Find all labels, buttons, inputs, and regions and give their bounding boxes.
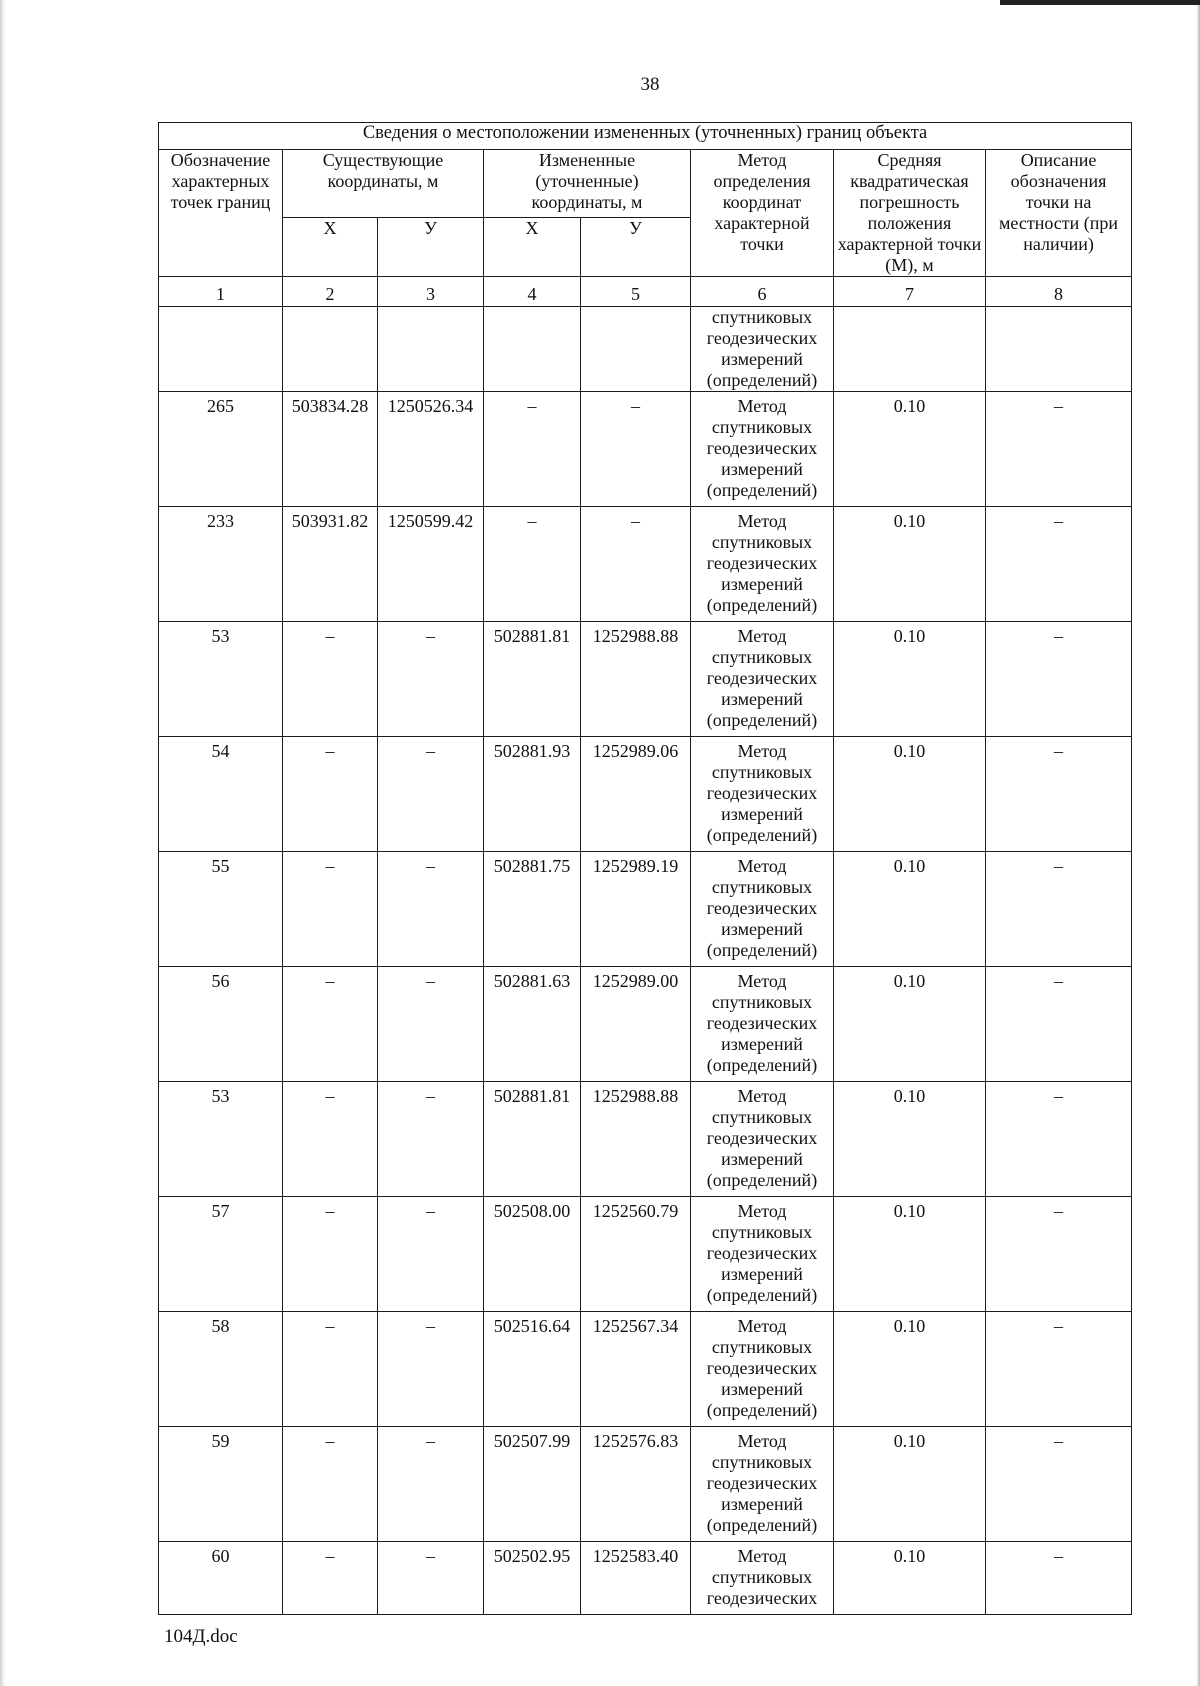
changed-y-cell: – <box>581 392 691 507</box>
existing-y-cell: 1250526.34 <box>378 392 484 507</box>
empty-cell <box>484 307 581 392</box>
column-number: 6 <box>691 277 834 307</box>
existing-y-cell: – <box>378 1427 484 1542</box>
continuation-method: спутниковых геодезических измерений (определений) <box>691 307 834 392</box>
changed-x-cell: 502507.99 <box>484 1427 581 1542</box>
point-designation-cell: 57 <box>159 1197 283 1312</box>
point-description-cell: – <box>986 392 1132 507</box>
header-point-designation: Обозначение характерных точек границ <box>159 150 283 277</box>
column-number: 5 <box>581 277 691 307</box>
existing-y-cell: – <box>378 1542 484 1615</box>
point-designation-cell: 59 <box>159 1427 283 1542</box>
scan-edge-left <box>0 0 6 1686</box>
table-row <box>159 852 1132 967</box>
point-description-cell: – <box>986 622 1132 737</box>
column-number: 3 <box>378 277 484 307</box>
point-designation-cell: 54 <box>159 737 283 852</box>
existing-x-cell: – <box>283 737 378 852</box>
point-description-cell: – <box>986 967 1132 1082</box>
point-designation-cell: 233 <box>159 507 283 622</box>
header-existing-x: X <box>283 218 378 277</box>
point-description-cell: – <box>986 1542 1132 1615</box>
point-description-cell: – <box>986 852 1132 967</box>
existing-y-cell: – <box>378 737 484 852</box>
column-number: 7 <box>834 277 986 307</box>
page-number: 38 <box>640 74 660 95</box>
changed-y-cell: 1252560.79 <box>581 1197 691 1312</box>
mean-square-error-cell: 0.10 <box>834 737 986 852</box>
scan-edge-right <box>1196 0 1200 1686</box>
existing-y-cell: – <box>378 1082 484 1197</box>
header-point-description: Описание обозначения точки на местности (при наличии) <box>986 150 1132 277</box>
table-row <box>159 1427 1132 1542</box>
header-existing-coordinates: Существующие координаты, м <box>283 150 484 218</box>
existing-y-cell: – <box>378 622 484 737</box>
existing-x-cell: – <box>283 1427 378 1542</box>
method-cell: Метод спутниковых геодезических <box>691 1542 834 1615</box>
continuation-row <box>159 307 1132 392</box>
header-changed-coordinates: Измененные (уточненные) координаты, м <box>484 150 691 218</box>
point-designation-cell: 56 <box>159 967 283 1082</box>
column-number: 2 <box>283 277 378 307</box>
existing-y-cell: – <box>378 1312 484 1427</box>
changed-y-cell: 1252583.40 <box>581 1542 691 1615</box>
changed-x-cell: 502881.81 <box>484 622 581 737</box>
changed-y-cell: 1252988.88 <box>581 1082 691 1197</box>
changed-x-cell: 502502.95 <box>484 1542 581 1615</box>
mean-square-error-cell: 0.10 <box>834 1427 986 1542</box>
existing-x-cell: – <box>283 1542 378 1615</box>
changed-x-cell: 502881.93 <box>484 737 581 852</box>
footer-filename: 104Д.doc <box>164 1626 238 1647</box>
existing-y-cell: – <box>378 1197 484 1312</box>
table-row <box>159 507 1132 622</box>
existing-x-cell: – <box>283 967 378 1082</box>
method-cell: Метод спутниковых геодезических измерений (определений) <box>691 1082 834 1197</box>
method-cell: Метод спутниковых геодезических измерений (определений) <box>691 737 834 852</box>
header-changed-y: У <box>581 218 691 277</box>
mean-square-error-cell: 0.10 <box>834 507 986 622</box>
header-method: Метод определения координат характерной точки <box>691 150 834 277</box>
column-number: 4 <box>484 277 581 307</box>
boundary-coordinates-table <box>158 122 1132 1615</box>
method-cell: Метод спутниковых геодезических измерений (определений) <box>691 507 834 622</box>
table-row <box>159 392 1132 507</box>
method-cell: Метод спутниковых геодезических измерений (определений) <box>691 392 834 507</box>
changed-y-cell: 1252988.88 <box>581 622 691 737</box>
point-designation-cell: 265 <box>159 392 283 507</box>
empty-cell <box>986 307 1132 392</box>
changed-y-cell: 1252989.19 <box>581 852 691 967</box>
point-description-cell: – <box>986 1427 1132 1542</box>
existing-x-cell: – <box>283 622 378 737</box>
point-description-cell: – <box>986 1197 1132 1312</box>
empty-cell <box>834 307 986 392</box>
empty-cell <box>283 307 378 392</box>
table-row <box>159 967 1132 1082</box>
header-mean-square-error: Средняя квадратическая погрешность положения характерной точки (М), м <box>834 150 986 277</box>
changed-x-cell: 502881.63 <box>484 967 581 1082</box>
point-designation-cell: 58 <box>159 1312 283 1427</box>
method-cell: Метод спутниковых геодезических измерений (определений) <box>691 1312 834 1427</box>
existing-x-cell: – <box>283 852 378 967</box>
changed-x-cell: – <box>484 507 581 622</box>
mean-square-error-cell: 0.10 <box>834 622 986 737</box>
header-row <box>159 150 1132 218</box>
table-row <box>159 1197 1132 1312</box>
changed-y-cell: – <box>581 507 691 622</box>
table-row <box>159 1312 1132 1427</box>
mean-square-error-cell: 0.10 <box>834 1082 986 1197</box>
table-title-row <box>159 123 1132 150</box>
existing-x-cell: – <box>283 1082 378 1197</box>
method-cell: Метод спутниковых геодезических измерений (определений) <box>691 622 834 737</box>
changed-y-cell: 1252989.00 <box>581 967 691 1082</box>
mean-square-error-cell: 0.10 <box>834 392 986 507</box>
existing-x-cell: 503931.82 <box>283 507 378 622</box>
existing-y-cell: 1250599.42 <box>378 507 484 622</box>
column-number: 8 <box>986 277 1132 307</box>
header-existing-y: У <box>378 218 484 277</box>
existing-x-cell: – <box>283 1197 378 1312</box>
empty-cell <box>581 307 691 392</box>
table-row <box>159 737 1132 852</box>
changed-y-cell: 1252567.34 <box>581 1312 691 1427</box>
existing-x-cell: 503834.28 <box>283 392 378 507</box>
method-cell: Метод спутниковых геодезических измерений (определений) <box>691 852 834 967</box>
changed-y-cell: 1252989.06 <box>581 737 691 852</box>
existing-y-cell: – <box>378 967 484 1082</box>
empty-cell <box>378 307 484 392</box>
point-designation-cell: 60 <box>159 1542 283 1615</box>
table-row <box>159 622 1132 737</box>
point-designation-cell: 55 <box>159 852 283 967</box>
column-number: 1 <box>159 277 283 307</box>
column-number-row <box>159 277 1132 307</box>
table-row <box>159 1082 1132 1197</box>
changed-x-cell: – <box>484 392 581 507</box>
scan-edge-top <box>1000 0 1200 5</box>
changed-x-cell: 502881.81 <box>484 1082 581 1197</box>
changed-x-cell: 502881.75 <box>484 852 581 967</box>
point-designation-cell: 53 <box>159 622 283 737</box>
changed-y-cell: 1252576.83 <box>581 1427 691 1542</box>
method-cell: Метод спутниковых геодезических измерений (определений) <box>691 1197 834 1312</box>
method-cell: Метод спутниковых геодезических измерений (определений) <box>691 1427 834 1542</box>
point-description-cell: – <box>986 1082 1132 1197</box>
changed-x-cell: 502508.00 <box>484 1197 581 1312</box>
mean-square-error-cell: 0.10 <box>834 1542 986 1615</box>
point-description-cell: – <box>986 737 1132 852</box>
existing-y-cell: – <box>378 852 484 967</box>
point-description-cell: – <box>986 507 1132 622</box>
table-title: Сведения о местоположении измененных (уточненных) границ объекта <box>159 123 1132 150</box>
mean-square-error-cell: 0.10 <box>834 1197 986 1312</box>
mean-square-error-cell: 0.10 <box>834 1312 986 1427</box>
point-description-cell: – <box>986 1312 1132 1427</box>
header-changed-x: X <box>484 218 581 277</box>
changed-x-cell: 502516.64 <box>484 1312 581 1427</box>
point-designation-cell: 53 <box>159 1082 283 1197</box>
method-cell: Метод спутниковых геодезических измерений (определений) <box>691 967 834 1082</box>
mean-square-error-cell: 0.10 <box>834 852 986 967</box>
existing-x-cell: – <box>283 1312 378 1427</box>
empty-cell <box>159 307 283 392</box>
table-row <box>159 1542 1132 1615</box>
mean-square-error-cell: 0.10 <box>834 967 986 1082</box>
